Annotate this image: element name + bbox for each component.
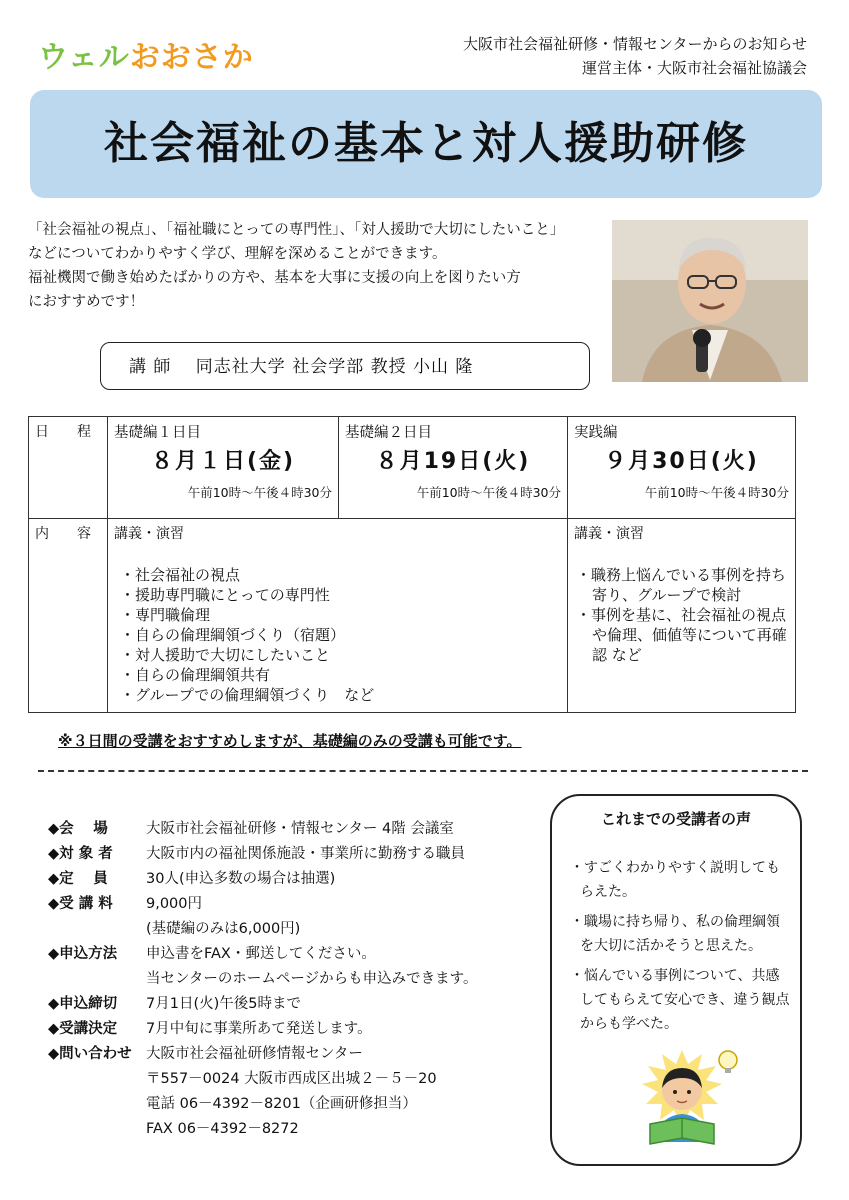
day-time: 午前10時～午後４時30分	[644, 485, 789, 500]
info-value: 申込書をFAX・郵送してください。	[146, 946, 376, 962]
info-value: (基礎編のみは6,000円)	[146, 921, 301, 937]
intro	[28, 218, 608, 314]
reading-boy-illustration	[622, 1046, 742, 1146]
info-value: 7月1日(火)午後5時まで	[146, 996, 301, 1012]
intro-line: 福祉機関で働き始めたばかりの方や、基本を大事に支援の向上を図りたい方	[28, 270, 521, 286]
info-row	[48, 1068, 528, 1090]
logo-part1: ウェル	[38, 40, 130, 75]
info-row	[48, 868, 528, 890]
info-row	[48, 943, 528, 965]
list-item: ・専門職倫理	[120, 606, 211, 624]
info-row	[48, 1093, 528, 1115]
schedule-table	[28, 416, 796, 713]
day-date: ８月19日(火)	[375, 449, 531, 474]
info-row	[48, 1018, 528, 1040]
info-key: ◆申込方法	[48, 946, 118, 962]
intro-line: 「社会福祉の視点」、「福祉職にとっての専門性」、「対人援助で大切にしたいこと」	[28, 222, 565, 238]
info-key	[48, 1093, 146, 1115]
divider	[38, 770, 808, 772]
info-row	[48, 1043, 528, 1065]
basic-heading: 講義・演習	[114, 526, 184, 542]
voices-title: これまでの受講者の声	[600, 810, 751, 828]
list-item: ・職務上悩んでいる事例を持ち寄り、グループで検討	[576, 566, 787, 604]
page-title: 社会福祉の基本と対人援助研修	[104, 118, 748, 169]
table-row	[29, 519, 796, 713]
voice-item: ・悩んでいる事例について、共感してもらえて安心でき、違う観点からも学べた。	[570, 968, 790, 1032]
basic-content	[108, 519, 568, 713]
info-key	[48, 918, 146, 940]
info-row	[48, 843, 528, 865]
basic-list	[114, 565, 561, 705]
info-key: ◆申込締切	[48, 996, 118, 1012]
info-key: ◆受 講 料	[48, 896, 113, 912]
info-value: 〒557－0024 大阪市西成区出城２－５－20	[146, 1071, 437, 1087]
info-value: 大阪市社会福祉研修・情報センター 4階 会議室	[146, 821, 454, 837]
info-row	[48, 968, 528, 990]
list-item: ・対人援助で大切にしたいこと	[120, 646, 331, 664]
info-value: 30人(申込多数の場合は抽選)	[146, 871, 336, 887]
info-row	[48, 893, 528, 915]
info-value: 大阪市内の福祉関係施設・事業所に勤務する職員	[146, 846, 465, 862]
intro-line: などについてわかりやすく学び、理解を深めることができます。	[28, 246, 447, 262]
info-value: 大阪市社会福祉研修情報センター	[146, 1046, 363, 1062]
list-item: ・自らの倫理綱領づくり（宿題）	[120, 626, 346, 644]
schedule-label: 日 程	[29, 417, 108, 519]
day-time: 午前10時～午後４時30分	[187, 485, 332, 500]
practice-content	[568, 519, 796, 713]
list-item: ・事例を基に、社会福祉の視点や倫理、価値等について再確認 など	[576, 606, 787, 664]
schedule-day-2	[339, 417, 568, 519]
info-value: 9,000円	[146, 896, 203, 912]
info-key: ◆対 象 者	[48, 846, 113, 862]
org-line1: 大阪市社会福祉研修・情報センターからのお知らせ	[463, 35, 807, 53]
info-key	[48, 1068, 146, 1090]
day-date: ８月１日(金)	[150, 449, 296, 474]
lecturer-photo	[612, 220, 808, 382]
info-key	[48, 968, 146, 990]
info-row	[48, 1118, 528, 1140]
schedule-day-3	[568, 417, 796, 519]
info-value: 電話 06－4392－8201（企画研修担当）	[146, 1096, 417, 1112]
info-key: ◆会 場	[48, 821, 108, 837]
list-item: ・グループでの倫理綱領づくり など	[120, 686, 375, 704]
info-key: ◆問い合わせ	[48, 1046, 132, 1062]
info-value: 当センターのホームページからも申込みできます。	[146, 971, 478, 987]
info-value: 7月中旬に事業所あて発送します。	[146, 1021, 372, 1037]
info-key: ◆定 員	[48, 871, 108, 887]
content-label: 内 容	[29, 519, 108, 713]
intro-line: におすすめです！	[28, 294, 145, 310]
info-key: ◆受講決定	[48, 1021, 118, 1037]
day-label: 実践編	[574, 425, 618, 441]
voice-item: ・職場に持ち帰り、私の倫理綱領を大切に活かそうと思えた。	[570, 914, 780, 954]
lecturer-box: 講 師 同志社大学 社会学部 教授 小山 隆	[100, 342, 590, 390]
voices-list	[566, 856, 790, 1042]
logo-part2: おおさか	[129, 40, 254, 75]
org-line2: 運営主体・大阪市社会福祉協議会	[581, 59, 807, 77]
info-row	[48, 918, 528, 940]
table-row	[29, 417, 796, 519]
info-row	[48, 993, 528, 1015]
day-label: 基礎編２日目	[345, 425, 432, 441]
info-key	[48, 1118, 146, 1140]
list-item: ・自らの倫理綱領共有	[120, 666, 271, 684]
info-value: FAX 06－4392－8272	[146, 1121, 299, 1137]
attendance-note: ※３日間の受講をおすすめしますが、基礎編のみの受講も可能です。	[58, 732, 522, 750]
practice-list	[574, 565, 789, 665]
voice-item: ・すごくわかりやすく説明してもらえた。	[570, 860, 780, 900]
day-date: ９月30日(火)	[604, 449, 759, 474]
logo	[38, 32, 254, 76]
schedule-day-1	[108, 417, 339, 519]
practice-heading: 講義・演習	[574, 526, 644, 542]
day-time: 午前10時～午後４時30分	[416, 485, 561, 500]
day-label: 基礎編１日目	[114, 425, 201, 441]
list-item: ・援助専門職にとっての専門性	[120, 586, 330, 604]
list-item: ・社会福祉の視点	[120, 566, 241, 584]
info-list	[48, 818, 528, 1143]
info-row	[48, 818, 528, 840]
